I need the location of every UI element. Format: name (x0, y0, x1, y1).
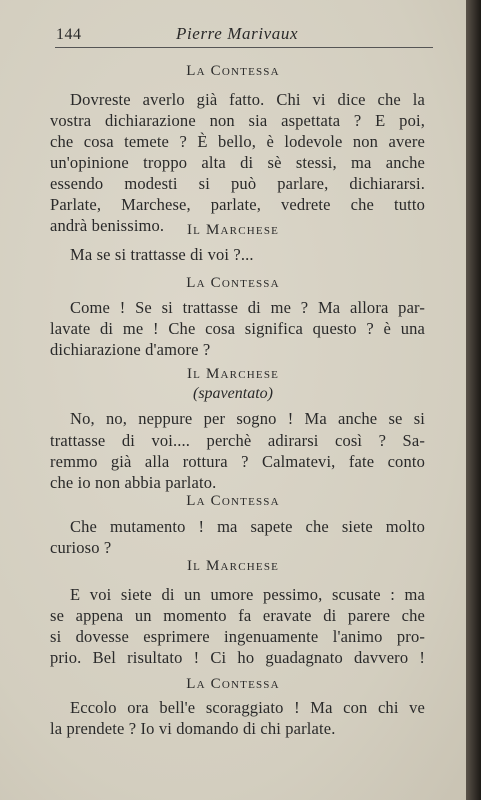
stage-direction: (spaventato) (193, 385, 273, 402)
speaker-name: Il Marchese (186, 558, 280, 574)
page-header (40, 24, 430, 46)
dialogue-line: dichiarazione d'amore ? (50, 340, 211, 359)
dialogue-line: se appena un momento fa eravate di parere che (50, 606, 425, 625)
dialogue-line: curioso ? (50, 538, 112, 557)
dialogue-line: Eccolo ora bell'e scoraggiato ! Ma con chi ve (70, 698, 425, 717)
speaker-name: Il Marchese (186, 366, 280, 382)
dialogue-line: un'opinione troppo alta di sè stessi, ma anche (50, 153, 425, 172)
dialogue-line: essendo modesti si può parlare, dichiararsi. (50, 174, 425, 193)
dialogue-line: prio. Bel risultato ! Ci ho guadagnato davvero ! (50, 648, 425, 667)
dialogue-line: Parlate, Marchese, parlate, vedrete che tutto (50, 195, 425, 214)
speaker-name: La Contessa (186, 63, 280, 79)
dialogue-line: Che mutamento ! ma sapete che siete molto (70, 517, 425, 536)
dialogue-line: Ma se si trattasse di voi ?... (70, 245, 254, 264)
speaker-name: La Contessa (186, 275, 280, 291)
dialogue-line: E voi siete di un umore pessimo, scusate : ma (70, 585, 425, 604)
dialogue-line: si dovesse esprimere ingenuamente l'animo pro- (50, 627, 425, 646)
page-edge-shadow (466, 0, 481, 800)
page-number: 144 (56, 26, 82, 43)
running-title: Pierre Marivaux (176, 24, 299, 43)
dialogue-line: No, no, neppure per sogno ! Ma anche se si (70, 409, 425, 428)
dialogue-line: trattasse di voi.... perchè adirarsi così ? Sa- (50, 431, 425, 450)
dialogue-line: Dovreste averlo già fatto. Chi vi dice che la (70, 90, 425, 109)
dialogue-line: remmo già alla rottura ? Calmatevi, fate conto (50, 452, 425, 471)
dialogue-line: Come ! Se si trattasse di me ? Ma allora par- (70, 298, 425, 317)
header-rule (55, 47, 433, 48)
speaker-name: La Contessa (186, 676, 280, 692)
dialogue-line: che cosa temete ? È bello, è lodevole non avere (50, 132, 425, 151)
speaker-name: Il Marchese (186, 222, 280, 238)
dialogue-line: lavate di me ! Che cosa significa questo ? è una (50, 319, 425, 338)
dialogue-line: la prendete ? Io vi domando di chi parlate. (50, 719, 336, 738)
dialogue-line: che io non abbia parlato. (50, 473, 217, 492)
speaker-name: La Contessa (186, 493, 280, 509)
dialogue-line: vostra dichiarazione non sia aspettata ? E poi, (50, 111, 425, 130)
dialogue-line: andrà benissimo. (50, 216, 165, 235)
